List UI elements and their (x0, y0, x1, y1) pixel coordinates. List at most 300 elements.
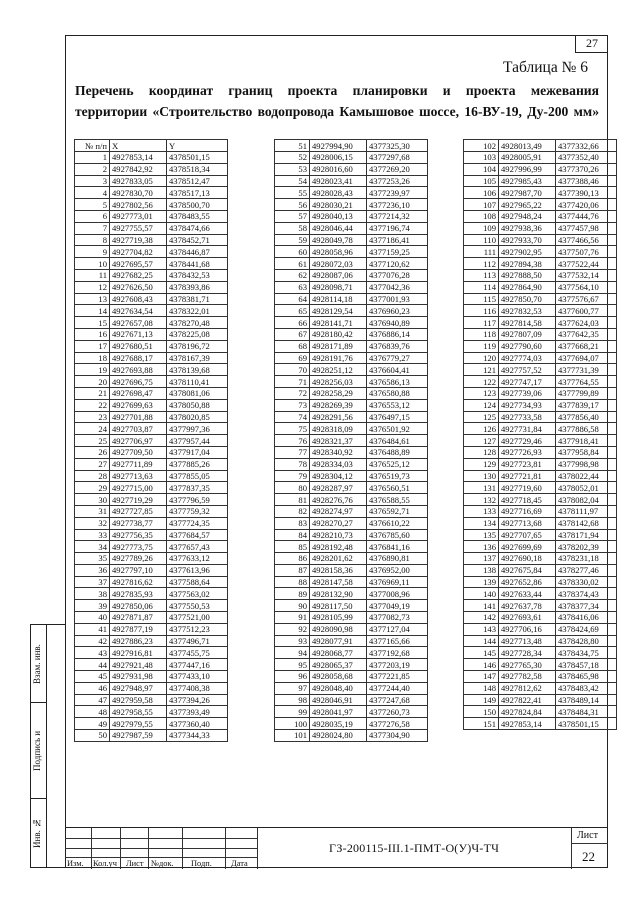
cell-x: 4928049,78 (310, 234, 367, 246)
row-number: 148 (464, 682, 499, 694)
cell-y: 4378416,06 (556, 612, 617, 624)
side-cell-replace (31, 625, 47, 703)
row-number: 24 (75, 423, 110, 435)
row-number: 19 (75, 364, 110, 376)
table-row (75, 446, 228, 458)
side-label-inventory: Инв. № (32, 817, 42, 849)
table-row (275, 269, 428, 281)
row-number: 28 (75, 470, 110, 482)
cell-y: 4377127,04 (367, 623, 428, 635)
cell-x: 4928046,91 (310, 694, 367, 706)
table-row (275, 246, 428, 258)
row-number: 47 (75, 694, 110, 706)
cell-y: 4377799,89 (556, 387, 617, 399)
row-number: 130 (464, 470, 499, 482)
cell-y: 4377694,07 (556, 352, 617, 364)
cell-y: 4377917,04 (167, 446, 228, 458)
cell-x: 4928028,43 (310, 187, 367, 199)
cell-y: 4377394,26 (167, 694, 228, 706)
cell-y: 4377186,41 (367, 234, 428, 246)
cell-x: 4928192,48 (310, 541, 367, 553)
row-number: 78 (275, 458, 310, 470)
title-line-2: территории «Строительство водопровода Камышовое шоссе, 16-ВУ-19, Ду-200 мм» (75, 104, 599, 119)
cell-x: 4928016,60 (310, 163, 367, 175)
table-row (275, 352, 428, 364)
cell-y: 4377668,21 (556, 340, 617, 352)
cell-y: 4377759,32 (167, 505, 228, 517)
cell-x: 4927713,48 (499, 635, 556, 647)
table-row (464, 647, 617, 659)
cell-y: 4378270,48 (167, 317, 228, 329)
cell-y: 4378484,31 (556, 706, 617, 718)
cell-x: 4928251,12 (310, 364, 367, 376)
row-number: 1 (75, 152, 110, 164)
cell-x: 4928013,49 (499, 140, 556, 152)
row-number: 99 (275, 706, 310, 718)
table-row (75, 517, 228, 529)
row-number: 52 (275, 152, 310, 164)
cell-x: 4927657,08 (110, 317, 167, 329)
cell-y: 4378512,47 (167, 175, 228, 187)
cell-x: 4927608,43 (110, 293, 167, 305)
cell-y: 4377120,62 (367, 258, 428, 270)
cell-y: 4377642,35 (556, 328, 617, 340)
cell-x: 4927985,43 (499, 175, 556, 187)
row-number: 141 (464, 600, 499, 612)
row-number: 49 (75, 718, 110, 730)
row-number: 100 (275, 718, 310, 730)
table-row (75, 258, 228, 270)
row-number: 123 (464, 387, 499, 399)
table-row (275, 671, 428, 683)
row-number: 20 (75, 376, 110, 388)
cell-y: 4378374,43 (556, 588, 617, 600)
cell-x: 4927713,68 (499, 517, 556, 529)
row-number: 81 (275, 494, 310, 506)
row-number: 133 (464, 505, 499, 517)
cell-y: 4377731,39 (556, 364, 617, 376)
row-number: 101 (275, 730, 310, 742)
row-number: 92 (275, 623, 310, 635)
cell-x: 4927871,87 (110, 612, 167, 624)
row-number: 105 (464, 175, 499, 187)
table-row (464, 470, 617, 482)
cell-x: 4928090,98 (310, 623, 367, 635)
row-number: 122 (464, 376, 499, 388)
table-row (464, 340, 617, 352)
cell-x: 4928114,18 (310, 293, 367, 305)
cell-x: 4927682,25 (110, 269, 167, 281)
table-row (464, 435, 617, 447)
table-row (275, 293, 428, 305)
table-row (275, 588, 428, 600)
row-number: 44 (75, 659, 110, 671)
cell-x: 4927671,13 (110, 328, 167, 340)
cell-y: 4378022,44 (556, 470, 617, 482)
table-row (464, 187, 617, 199)
cell-x: 4927916,81 (110, 647, 167, 659)
table-row (275, 446, 428, 458)
table-row (275, 340, 428, 352)
cell-y: 4377997,36 (167, 423, 228, 435)
row-number: 53 (275, 163, 310, 175)
table-row (275, 258, 428, 270)
cell-y: 4377563,02 (167, 588, 228, 600)
side-label-replace-inv: Взам. инв. (32, 644, 42, 684)
cell-y: 4378501,15 (167, 152, 228, 164)
cell-x: 4927733,58 (499, 411, 556, 423)
cell-x: 4928147,58 (310, 576, 367, 588)
cell-x: 4927721,81 (499, 470, 556, 482)
cell-x: 4928291,56 (310, 411, 367, 423)
cell-y: 4377998,98 (556, 458, 617, 470)
cell-y: 4376497,15 (367, 411, 428, 423)
cell-x: 4928072,03 (310, 258, 367, 270)
row-number: 64 (275, 293, 310, 305)
cell-x: 4928117,50 (310, 600, 367, 612)
cell-x: 4927693,88 (110, 364, 167, 376)
table-row (75, 376, 228, 388)
cell-y: 4378393,86 (167, 281, 228, 293)
cell-y: 4377447,16 (167, 659, 228, 671)
cell-y: 4377886,58 (556, 423, 617, 435)
table-row (275, 494, 428, 506)
cell-x: 4927797,10 (110, 564, 167, 576)
row-number: 25 (75, 435, 110, 447)
row-number: 5 (75, 199, 110, 211)
table-row (275, 411, 428, 423)
row-number: 43 (75, 647, 110, 659)
cell-y: 4378465,98 (556, 671, 617, 683)
cell-y: 4377839,17 (556, 399, 617, 411)
cell-x: 4927965,22 (499, 199, 556, 211)
cell-y: 4377420,06 (556, 199, 617, 211)
table-row (275, 659, 428, 671)
cell-x: 4928270,27 (310, 517, 367, 529)
row-number: 70 (275, 364, 310, 376)
table-row (275, 163, 428, 175)
cell-y: 4378432,53 (167, 269, 228, 281)
cell-y: 4377008,96 (367, 588, 428, 600)
cell-x: 4927699,69 (499, 541, 556, 553)
cell-y: 4378081,06 (167, 387, 228, 399)
cell-x: 4928058,96 (310, 246, 367, 258)
cell-x: 4927877,19 (110, 623, 167, 635)
table-row (275, 281, 428, 293)
cell-x: 4928048,40 (310, 682, 367, 694)
table-row (75, 706, 228, 718)
cell-y: 4377633,12 (167, 553, 228, 565)
sheet-label: Лист (577, 830, 598, 841)
table-row (275, 234, 428, 246)
table-row (275, 541, 428, 553)
row-number: 114 (464, 281, 499, 293)
cell-x: 4927711,89 (110, 458, 167, 470)
cell-x: 4927782,58 (499, 671, 556, 683)
cell-y: 4378322,01 (167, 305, 228, 317)
cell-y: 4377512,23 (167, 623, 228, 635)
table-row (75, 435, 228, 447)
table-row (75, 730, 228, 742)
cell-x: 4927738,77 (110, 517, 167, 529)
cell-x: 4927994,90 (310, 140, 367, 152)
table-row (275, 222, 428, 234)
coordinates-table-1 (74, 139, 228, 742)
cell-y: 4378446,87 (167, 246, 228, 258)
table-row (275, 387, 428, 399)
cell-x: 4927850,70 (499, 293, 556, 305)
cell-y: 4377885,26 (167, 458, 228, 470)
table-row (275, 399, 428, 411)
row-number: 36 (75, 564, 110, 576)
row-number: 55 (275, 187, 310, 199)
row-number: 74 (275, 411, 310, 423)
cell-y: 4377253,26 (367, 175, 428, 187)
cell-y: 4377796,59 (167, 494, 228, 506)
cell-y: 4377855,05 (167, 470, 228, 482)
cell-y: 4378441,68 (167, 258, 228, 270)
cell-y: 4376960,23 (367, 305, 428, 317)
cell-x: 4927747,17 (499, 376, 556, 388)
cell-y: 4377260,73 (367, 706, 428, 718)
table-row (275, 364, 428, 376)
cell-x: 4927637,78 (499, 600, 556, 612)
cell-x: 4927755,57 (110, 222, 167, 234)
table-row (75, 494, 228, 506)
row-number: 128 (464, 446, 499, 458)
cell-y: 4377001,93 (367, 293, 428, 305)
cell-x: 4928024,80 (310, 730, 367, 742)
table-row (275, 564, 428, 576)
row-number: 129 (464, 458, 499, 470)
page-number: 27 (575, 35, 608, 53)
table-row (275, 706, 428, 718)
cell-x: 4928269,39 (310, 399, 367, 411)
header-number: № п/п (75, 140, 110, 152)
cell-y: 4377444,76 (556, 210, 617, 222)
row-number: 150 (464, 706, 499, 718)
row-number: 88 (275, 576, 310, 588)
row-number: 15 (75, 317, 110, 329)
row-number: 107 (464, 199, 499, 211)
cell-x: 4928318,09 (310, 423, 367, 435)
cell-x: 4928304,12 (310, 470, 367, 482)
cell-x: 4928023,41 (310, 175, 367, 187)
cell-x: 4927652,86 (499, 576, 556, 588)
cell-y: 4378167,39 (167, 352, 228, 364)
cell-x: 4927888,50 (499, 269, 556, 281)
table-row (75, 281, 228, 293)
cell-x: 4927853,14 (110, 152, 167, 164)
cell-y: 4377390,13 (556, 187, 617, 199)
cell-x: 4927698,47 (110, 387, 167, 399)
cell-y: 4378381,71 (167, 293, 228, 305)
table-row (275, 623, 428, 635)
table-row (75, 340, 228, 352)
header-y: Y (167, 140, 228, 152)
cell-x: 4927833,05 (110, 175, 167, 187)
row-number: 54 (275, 175, 310, 187)
row-number: 72 (275, 387, 310, 399)
cell-y: 4378518,34 (167, 163, 228, 175)
cell-x: 4927789,26 (110, 553, 167, 565)
cell-y: 4376484,61 (367, 435, 428, 447)
row-number: 97 (275, 682, 310, 694)
row-number: 147 (464, 671, 499, 683)
table-row (75, 576, 228, 588)
cell-y: 4377522,44 (556, 258, 617, 270)
table-row (275, 376, 428, 388)
cell-y: 4378110,41 (167, 376, 228, 388)
table-row (464, 364, 617, 376)
table-row (464, 505, 617, 517)
row-number: 146 (464, 659, 499, 671)
cell-x: 4928087,06 (310, 269, 367, 281)
table-row (464, 423, 617, 435)
row-number: 142 (464, 612, 499, 624)
cell-y: 4377856,40 (556, 411, 617, 423)
row-number: 75 (275, 423, 310, 435)
row-number: 32 (75, 517, 110, 529)
cell-x: 4928041,97 (310, 706, 367, 718)
sheet-number: 22 (582, 849, 595, 864)
cell-x: 4927812,62 (499, 682, 556, 694)
cell-y: 4377370,26 (556, 163, 617, 175)
table-row (464, 458, 617, 470)
cell-y: 4376588,55 (367, 494, 428, 506)
cell-y: 4377684,57 (167, 529, 228, 541)
cell-y: 4377393,49 (167, 706, 228, 718)
table-header-row (464, 140, 617, 152)
cell-x: 4927835,93 (110, 588, 167, 600)
row-number: 71 (275, 376, 310, 388)
table-row (75, 293, 228, 305)
cell-y: 4378225,08 (167, 328, 228, 340)
cell-y: 4377657,43 (167, 541, 228, 553)
table-row (75, 718, 228, 730)
table-row (275, 553, 428, 565)
table-row (75, 328, 228, 340)
row-number: 127 (464, 435, 499, 447)
table-row (464, 623, 617, 635)
row-number: 85 (275, 541, 310, 553)
table-row (464, 529, 617, 541)
table-row (75, 387, 228, 399)
cell-y: 4378277,46 (556, 564, 617, 576)
table-row (75, 659, 228, 671)
row-number: 119 (464, 340, 499, 352)
cell-x: 4928105,99 (310, 612, 367, 624)
table-row (75, 187, 228, 199)
table-row (75, 541, 228, 553)
cell-x: 4927814,58 (499, 317, 556, 329)
table-row (275, 470, 428, 482)
row-number: 9 (75, 246, 110, 258)
cell-x: 4927830,70 (110, 187, 167, 199)
row-number: 103 (464, 152, 499, 164)
coordinates-table-3 (463, 139, 617, 730)
row-number: 65 (275, 305, 310, 317)
row-number: 41 (75, 623, 110, 635)
table-row (464, 246, 617, 258)
table-row (75, 305, 228, 317)
row-number: 27 (75, 458, 110, 470)
cell-x: 4928005,91 (499, 152, 556, 164)
table-row (464, 234, 617, 246)
table-row (464, 694, 617, 706)
cell-y: 4376519,73 (367, 470, 428, 482)
table-row (75, 482, 228, 494)
row-number: 46 (75, 682, 110, 694)
table-row (75, 152, 228, 164)
row-number: 30 (75, 494, 110, 506)
row-number: 91 (275, 612, 310, 624)
table-row (275, 317, 428, 329)
cell-y: 4376501,92 (367, 423, 428, 435)
cell-y: 4377276,58 (367, 718, 428, 730)
row-number: 102 (464, 140, 499, 152)
table-row (275, 423, 428, 435)
row-number: 139 (464, 576, 499, 588)
cell-x: 4928129,54 (310, 305, 367, 317)
row-number: 83 (275, 517, 310, 529)
cell-x: 4928141,71 (310, 317, 367, 329)
cell-x: 4927719,60 (499, 482, 556, 494)
row-number: 22 (75, 399, 110, 411)
row-number: 108 (464, 210, 499, 222)
row-number: 144 (464, 635, 499, 647)
cell-y: 4377236,10 (367, 199, 428, 211)
cell-x: 4927773,01 (110, 210, 167, 222)
table-row (75, 505, 228, 517)
table-row (464, 600, 617, 612)
cell-y: 4376488,89 (367, 446, 428, 458)
cell-y: 4378020,85 (167, 411, 228, 423)
row-number: 113 (464, 269, 499, 281)
cell-x: 4927894,38 (499, 258, 556, 270)
table-row (275, 635, 428, 647)
cell-y: 4377958,84 (556, 446, 617, 458)
row-number: 80 (275, 482, 310, 494)
cell-y: 4378111,97 (556, 505, 617, 517)
cell-x: 4928256,03 (310, 376, 367, 388)
row-number: 17 (75, 340, 110, 352)
row-number: 118 (464, 328, 499, 340)
table-row (275, 718, 428, 730)
cell-y: 4377532,14 (556, 269, 617, 281)
row-number: 29 (75, 482, 110, 494)
table-row (464, 482, 617, 494)
row-number: 149 (464, 694, 499, 706)
cell-y: 4377466,56 (556, 234, 617, 246)
document-title (75, 80, 599, 122)
row-number: 137 (464, 553, 499, 565)
table-row (75, 682, 228, 694)
cell-x: 4927706,97 (110, 435, 167, 447)
cell-y: 4377918,41 (556, 435, 617, 447)
cell-x: 4927688,17 (110, 352, 167, 364)
table-row (275, 305, 428, 317)
row-number: 34 (75, 541, 110, 553)
cell-x: 4927707,65 (499, 529, 556, 541)
cell-y: 4377521,00 (167, 612, 228, 624)
title-block (65, 827, 608, 868)
cell-y: 4378501,15 (556, 718, 617, 730)
row-number: 106 (464, 187, 499, 199)
cell-x: 4927680,51 (110, 340, 167, 352)
cell-x: 4927757,52 (499, 364, 556, 376)
cell-x: 4927832,53 (499, 305, 556, 317)
